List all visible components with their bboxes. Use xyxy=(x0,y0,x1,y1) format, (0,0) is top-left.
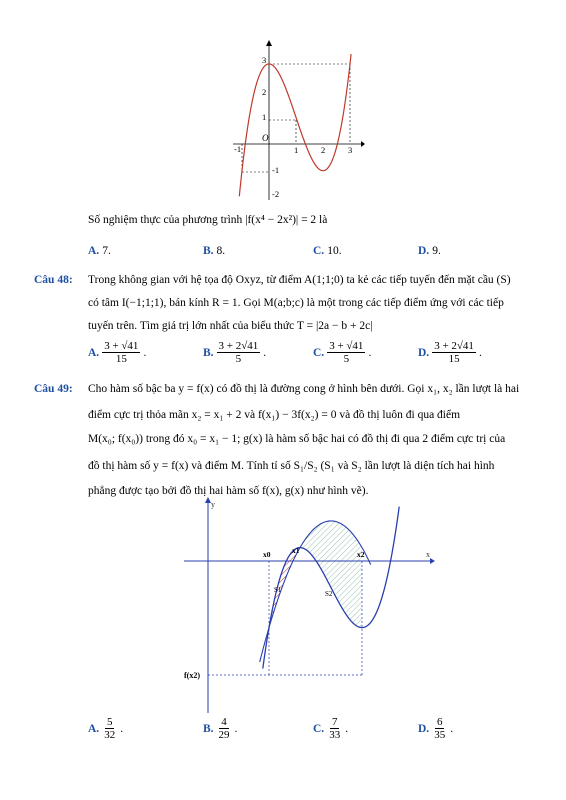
q48-option-c[interactable]: C. $\frac{3 + √41}{5}$ . xyxy=(313,340,372,365)
q48-line-1: Trong không gian với hệ tọa độ Oxyz, từ điểm A(1;1;0) ta kẻ các tiếp tuyến đến mặt cầu (S) xyxy=(88,274,511,286)
q49-line-1: Cho hàm số bậc ba y = f(x) có đồ thị là đường cong ở hình bên dưới. Gọi x₁, x₂ lần lượt là hai xyxy=(88,383,520,395)
fx2-label: f(x2) xyxy=(184,671,200,680)
x-tick-1: 1 xyxy=(294,145,299,155)
s1-label: S1 xyxy=(274,586,282,594)
x-tick-2: 2 xyxy=(321,145,326,155)
y-tick-3: 3 xyxy=(262,55,267,65)
q49-line-2: điểm cực trị thỏa mãn x₂ = x₁ + 2 và f(x₁) − 3f(x₂) = 0 và đồ thị luôn đi qua điểm xyxy=(88,409,461,421)
q48-option-b[interactable]: B. $\frac{3 + 2√41}{5}$ . xyxy=(203,340,267,365)
x-tick-3: 3 xyxy=(348,145,353,155)
q49-option-a[interactable]: A. $\frac{5}{32}$ . xyxy=(88,716,124,741)
q47-option-a[interactable]: A. 7. xyxy=(88,245,111,257)
x0-label: x0 xyxy=(263,550,271,559)
s2-region xyxy=(300,521,362,628)
q47-option-d[interactable]: D. 9. xyxy=(418,245,441,257)
y-tick-neg2: -2 xyxy=(272,189,280,199)
q49-option-c[interactable]: C. $\frac{7}{33}$ . xyxy=(313,716,349,741)
q48-option-a[interactable]: A. $\frac{3 + √41}{15}$ . xyxy=(88,340,147,365)
q49-label: Câu 49: xyxy=(34,383,73,395)
x2-label: x2 xyxy=(357,550,365,559)
q48-line-2: có tâm I(−1;1;1), bán kính R = 1. Gọi M(a;b;c) là một trong các tiếp điểm ứng với các tiếp xyxy=(88,297,504,309)
x1-label: x1 xyxy=(292,546,300,555)
y-tick-neg1: -1 xyxy=(272,165,280,175)
y-axis-label: y xyxy=(211,500,215,509)
q48-option-d[interactable]: D. $\frac{3 + 2√41}{15}$ . xyxy=(418,340,482,365)
q49-option-b[interactable]: B. $\frac{4}{29}$ . xyxy=(203,716,238,741)
cubic-curve xyxy=(239,54,351,196)
graph-f-g xyxy=(180,495,440,717)
origin-label: O xyxy=(262,133,269,143)
q47-option-b[interactable]: B. 8. xyxy=(203,245,226,257)
q47-statement: Số nghiệm thực của phương trình |f(x⁴ − 2x²)| = 2 là xyxy=(88,214,328,226)
s2-label: S2 xyxy=(325,590,333,598)
x-axis-label: x xyxy=(426,550,430,559)
q47-option-c[interactable]: C. 10. xyxy=(313,245,342,257)
q48-label: Câu 48: xyxy=(34,274,73,286)
q49-line-3: M(x₀; f(x₀)) trong đó x₀ = x₁ − 1; g(x) là hàm số bậc hai có đồ thị đi qua 2 điểm cực trị của xyxy=(88,433,506,445)
y-tick-1: 1 xyxy=(262,112,267,122)
q49-line-5: phẳng được tạo bởi đồ thị hai hàm số f(x), g(x) như hình vẽ). xyxy=(88,485,369,497)
y-tick-2: 2 xyxy=(262,87,267,97)
q49-line-4: đồ thị hàm số y = f(x) và điểm M. Tính tỉ số S₁/S₂ (S₁ và S₂ lần lượt là diện tích hai hình xyxy=(88,460,495,472)
x-tick-neg1: -1 xyxy=(234,144,242,154)
graph-f-cubic xyxy=(225,40,365,205)
q49-option-d[interactable]: D. $\frac{6}{35}$ . xyxy=(418,716,454,741)
q48-line-3: tuyến trên. Tìm giá trị lớn nhất của biểu thức T = |2a − b + 2c| xyxy=(88,320,373,332)
